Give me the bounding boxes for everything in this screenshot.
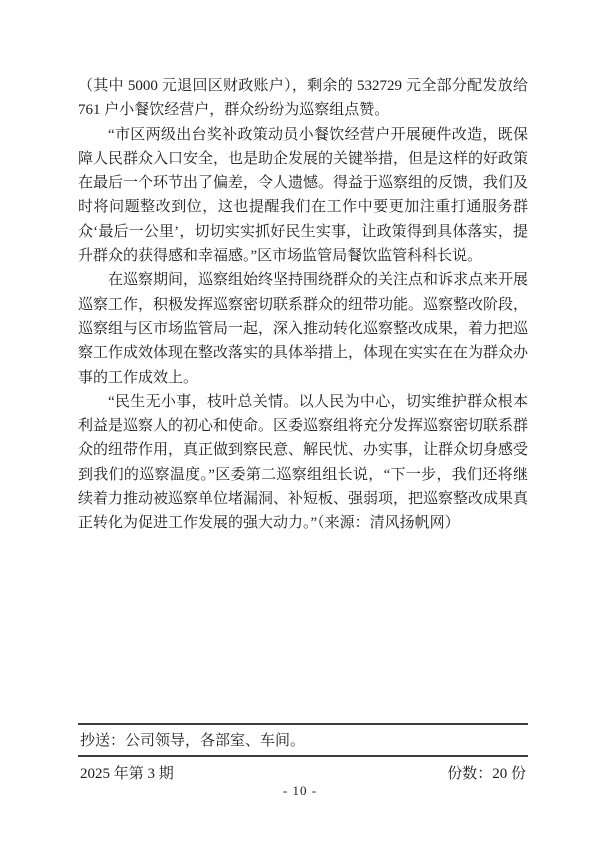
body-paragraph: （其中 5000 元退回区财政账户），剩余的 532729 元全部分配发放给 761 户小餐饮经营户，群众纷纷为巡察组点赞。: [78, 78, 528, 119]
body-paragraph: “民生无小事，枝叶总关情。以人民为中心，切实维护群众根本利益是巡察人的初心和使命。区委巡察组将充分发挥巡察密切联系群众的纽带作用，真正做到察民意、解民忧、办实事，让群众切身感受到我们的巡察温度。”区委第二巡察组组长说，“下一步，我们还将继续着力推动被巡察单位堵漏洞、补短板、强弱项，把巡察整改成果真正转化为促进工作发展的强大动力。”（来源：清风扬帆网）: [78, 393, 529, 532]
document-body: [78, 74, 528, 536]
body-paragraph: 在巡察期间，巡察组始终坚持围绕群众的关注点和诉求点来开展巡察工作，积极发挥巡察密切联系群众的纽带功能。巡察整改阶段，巡察组与区市场监管局一起，深入推动转化巡察整改成果，着力把巡察工作成效体现在整改落实的具体举措上，体现在实实在在为群众办事的工作成效上。: [78, 272, 529, 386]
page-number: - 10 -: [282, 783, 318, 798]
document-footer: [78, 723, 528, 783]
copies-label: 份数：20 份: [447, 766, 526, 782]
cc-line: 抄送：公司领导，各部室、车间。: [78, 723, 528, 757]
issue-row: [78, 757, 528, 783]
issue-label: 2025 年第 3 期: [80, 766, 174, 782]
body-paragraph: “市区两级出台奖补政策动员小餐饮经营户开展硬件改造，既保障人民群众入口安全，也是助企发展的关键举措，但是这样的好政策在最后一个环节出了偏差，令人遗憾。得益于巡察组的反馈，我们及时将问题整改到位，这也提醒我们在工作中要更加注重打通服务群众‘最后一公里’，切切实实抓好民生实事，让政策得到具体落实，提升群众的获得感和幸福感。”区市场监管局餐饮监管科科长说。: [78, 126, 529, 265]
